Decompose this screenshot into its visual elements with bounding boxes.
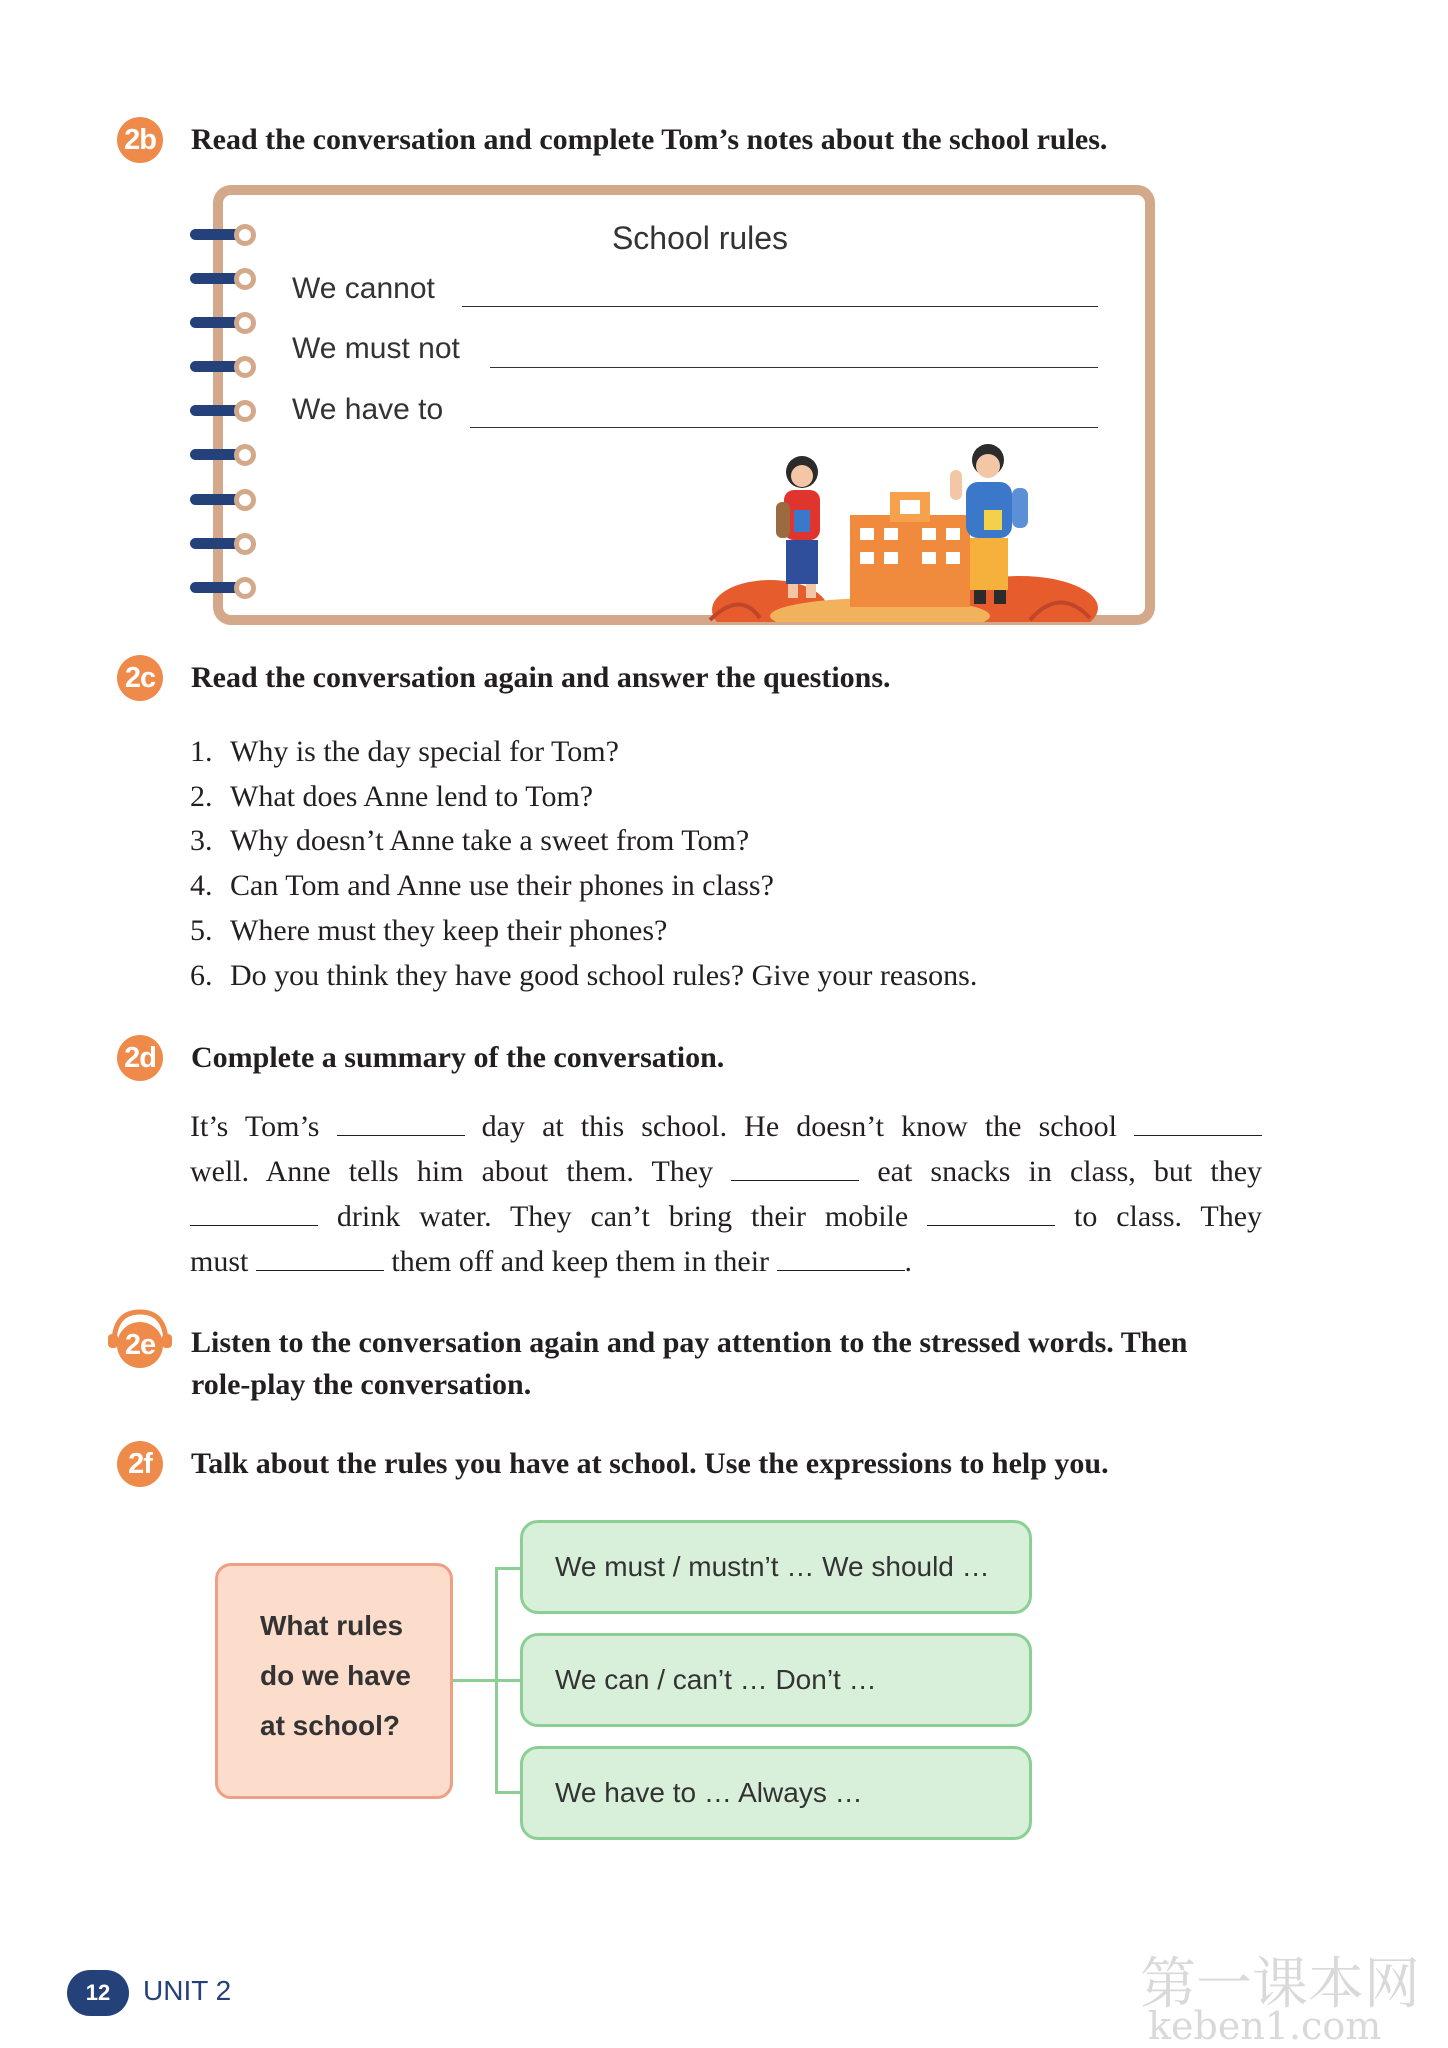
section-badge-2e: 2e [117,1322,163,1368]
summary-blank[interactable] [927,1199,1055,1226]
section-badge-2d: 2d [117,1035,163,1081]
instruction-2b: Read the conversation and complete Tom’s notes about the school rules. [191,123,1108,156]
question-item: 4. Can Tom and Anne use their phones in class? [190,869,774,902]
expression-box: We can / can’t … Don’t … [520,1633,1032,1727]
notebook-ring [190,577,258,601]
summary-blank[interactable] [777,1244,905,1271]
answer-line[interactable] [470,427,1098,428]
answer-line[interactable] [490,367,1098,368]
question-item: 6. Do you think they have good school rules? Give your reasons. [190,959,978,992]
question-item: 1. Why is the day special for Tom? [190,735,619,768]
summary-blank[interactable] [190,1199,318,1226]
notebook-line-cannot: We cannot [292,272,435,305]
notebook-ring [190,356,258,380]
section-badge-2c: 2c [117,655,163,701]
notebook-ring [190,312,258,336]
summary-line-2: well. Anne tells him about them. They eat snacks in class, but they [190,1155,1263,1188]
summary-blank[interactable] [731,1154,859,1181]
question-line: What rules [260,1610,404,1641]
instruction-2c: Read the conversation again and answer the questions. [191,661,891,694]
connector-line [495,1567,520,1570]
instruction-2e-line2: role-play the conversation. [191,1368,532,1401]
notebook-ring [190,268,258,292]
watermark-chinese: 第一课本网 [1140,1952,1420,2017]
summary-blank[interactable] [1134,1109,1262,1136]
unit-label: UNIT 2 [143,1975,232,2006]
notebook-ring [190,224,258,248]
section-badge-2f: 2f [117,1441,163,1487]
notebook-ring [190,489,258,513]
expression-box: We must / mustn’t … We should … [520,1520,1032,1614]
notebook-line-must-not: We must not [292,332,460,365]
answer-line[interactable] [462,306,1098,307]
connector-line [495,1791,520,1794]
connector-line [453,1679,495,1682]
students-school-illustration [700,440,1110,622]
summary-blank[interactable] [337,1109,465,1136]
watermark-url: keben1.com [1148,2004,1382,2048]
notebook-title: School rules [611,220,789,256]
page-number: 12 [67,1970,129,2016]
instruction-2e-line1: Listen to the conversation again and pay attention to the stressed words. Then [191,1326,1188,1359]
section-badge-2b: 2b [117,117,163,163]
instruction-2f: Talk about the rules you have at school. Use the expressions to help you. [191,1447,1109,1480]
notebook-ring [190,400,258,424]
summary-line-1: It’s Tom’s day at this school. He doesn’t know the school [190,1107,1262,1147]
summary-blank[interactable] [256,1244,384,1271]
notebook-ring [190,444,258,468]
summary-line-4: must them off and keep them in their . [190,1245,913,1278]
question-line: do we have [260,1660,411,1691]
question-item: 3. Why doesn’t Anne take a sweet from Tom? [190,824,750,857]
expression-box: We have to … Always … [520,1746,1032,1840]
question-line: at school? [260,1710,401,1741]
question-item: 5. Where must they keep their phones? [190,914,668,947]
summary-line-3: drink water. They can’t bring their mobile to class. They [190,1197,1262,1237]
instruction-2d: Complete a summary of the conversation. [191,1041,725,1074]
notebook-ring [190,533,258,557]
connector-line [495,1679,520,1682]
notebook-line-have-to: We have to [292,393,444,426]
question-item: 2. What does Anne lend to Tom? [190,780,594,813]
